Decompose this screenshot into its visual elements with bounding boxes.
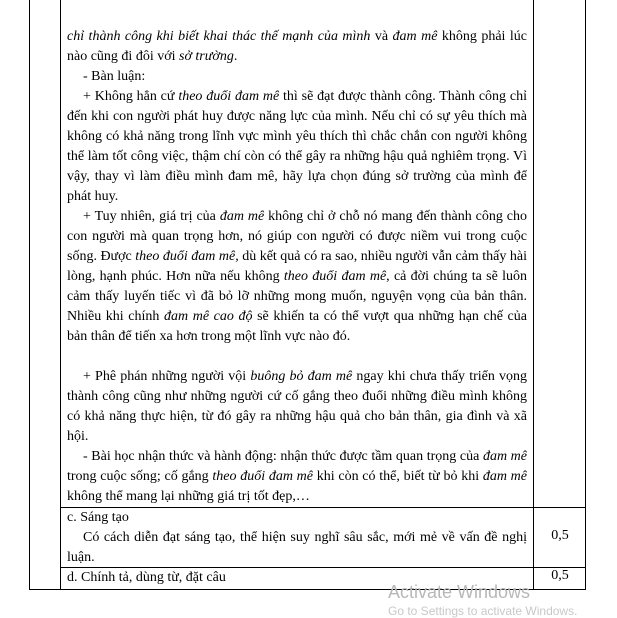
paragraph-4 <box>67 447 527 507</box>
text: sẽ khiến ta có thể vượt qua những hạn chế của bản thân để tiến xa hơn trong một lĩnh vực nào đó. <box>67 309 527 344</box>
text: + Tuy nhiên, giá trị của <box>83 209 220 224</box>
text: , cả đời chúng ta sẽ luôn cảm thấy luyến tiếc vì đã bỏ lỡ những mong muốn, nguyện vọng của bản thân. Nhiều khi chính <box>67 269 527 324</box>
content-block-conclusion <box>67 27 527 67</box>
sang-tao-score: 0,5 <box>551 528 569 543</box>
text: không phải lúc nào cũng đi đôi với <box>67 29 527 64</box>
text: không chỉ ở chỗ nó mang đến thành công cho con người mà quan trọng hơn, nó giúp con người có được niềm vui trong cuộc sống. Được <box>67 209 527 264</box>
text: + Phê phán những người vội <box>83 369 251 384</box>
table-divider-content-left <box>60 0 61 590</box>
paragraph-3 <box>67 367 527 447</box>
text-italic: buông bỏ đam mê <box>250 369 353 384</box>
text: + Không hẳn cứ <box>83 89 179 104</box>
text-italic: đam mê <box>482 449 527 464</box>
text-italic: theo đuổi đam mê <box>283 269 387 284</box>
sang-tao-heading: c. Sáng tạo <box>67 510 129 525</box>
text: . <box>233 49 238 64</box>
ban-luan-heading: - Bàn luận: <box>83 69 146 84</box>
text: và <box>370 29 393 44</box>
table-border-left <box>29 0 30 590</box>
chinh-ta-score: 0,5 <box>551 568 569 583</box>
text-italic: theo đuổi đam mê <box>135 249 236 264</box>
text: trong cuộc sống; cố gắng <box>67 469 213 484</box>
text-italic: đam mê <box>219 209 265 224</box>
text-italic: chỉ thành công khi biết khai thác thế mạnh của mình <box>67 29 371 44</box>
paragraph-1 <box>67 87 527 207</box>
text-italic: theo đuổi đam mê <box>178 89 280 104</box>
text-italic: đam mê cao độ <box>164 309 253 324</box>
text: thì sẽ đạt được thành công. Thành công chỉ đến khi con người phát huy được năng lực của mình. Nếu chỉ có sự yêu thích mà không có khả năng trong lĩnh vực mình yêu thích thì chắc chắn con người không thể làm tốt công việc, thậm chí còn có thể gây ra những hậu quả nghiêm trọng. Vì vậy, thay vì làm điều mình đam mê, hãy lựa chọn đúng sở trường của mình để phát huy. <box>67 89 527 204</box>
text-italic: đam mê <box>482 469 528 484</box>
activate-windows-subtitle: Go to Settings to activate Windows. <box>388 604 578 618</box>
text: ngay khi chưa thấy triển vọng thành công cũng như những người cứ cố gắng theo đuổi những điều mình không có khả năng thực hiện, từ đó gây ra những hậu quả cho bản thân, gia đình và xã hội. <box>67 369 528 444</box>
text-italic: sở trường <box>179 49 234 64</box>
text: , dù kết quả có ra sao, nhiều người vẫn cảm thấy hài lòng, hạnh phúc. Hơn nữa nếu không <box>67 249 527 284</box>
table-border-right <box>585 0 586 590</box>
text: - Bài học nhận thức và hành động: nhận thức được tầm quan trọng của <box>83 449 483 464</box>
text-italic: đam mê <box>392 29 438 44</box>
text-italic: theo đuổi đam mê <box>212 469 314 484</box>
paragraph-2 <box>67 207 527 347</box>
table-divider-score <box>533 0 534 590</box>
text: không thể mang lại những giá trị tốt đẹp,… <box>67 489 310 504</box>
chinh-ta-heading: d. Chính tả, dùng từ, đặt câu <box>67 570 226 585</box>
activate-windows-watermark: Activate Windows <box>388 582 531 602</box>
sang-tao-body: Có cách diễn đạt sáng tạo, thể hiện suy nghĩ sâu sắc, mới mẻ về vấn đề nghị luận. <box>67 530 527 565</box>
text: khi còn có thể, biết từ bỏ khi <box>313 469 483 484</box>
